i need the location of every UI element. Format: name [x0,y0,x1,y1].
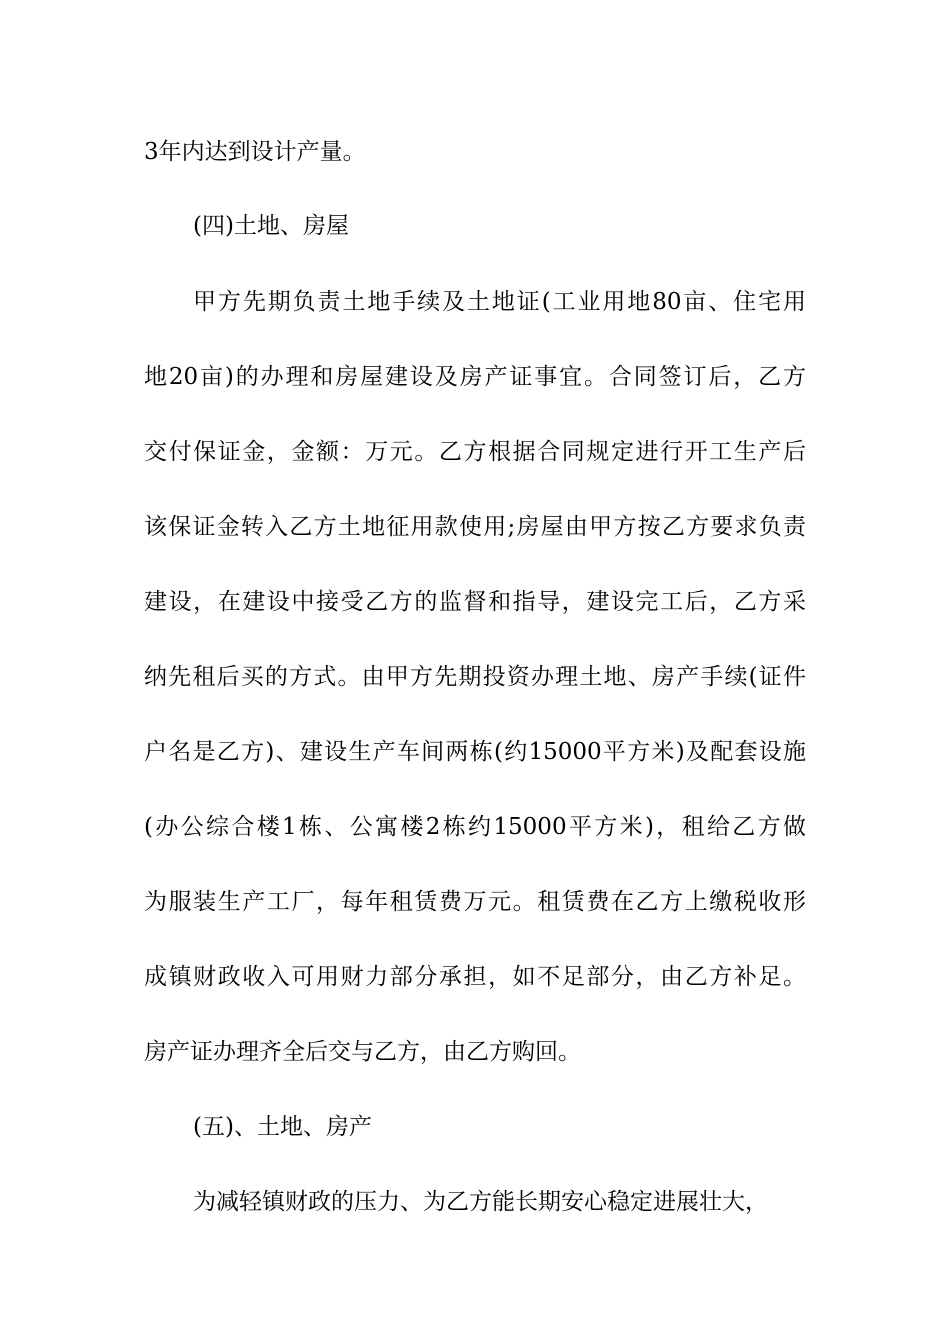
paragraph-line-6: 纳先租后买的方式。由甲方先期投资办理土地、房产手续(证件 [144,664,806,690]
paragraph-line-1: 甲方先期负责土地手续及土地证(工业用地80亩、住宅用 [193,289,806,315]
paragraph-line-3: 交付保证金，金额：万元。乙方根据合同规定进行开工生产后 [144,439,806,465]
paragraph-line-4: 该保证金转入乙方土地征用款使用;房屋由甲方按乙方要求负责 [144,514,806,540]
paragraph-line-5: 建设，在建设中接受乙方的监督和指导，建设完工后，乙方采 [144,589,806,615]
paragraph-line-12: 为减轻镇财政的压力、为乙方能长期安心稳定进展壮大， [193,1189,768,1215]
text-line-1: 3年内达到设计产量。 [144,139,366,165]
paragraph-line-2: 地20亩)的办理和房屋建设及房产证事宜。合同签订后，乙方 [144,364,806,390]
paragraph-line-9: 为服装生产工厂，每年租赁费万元。租赁费在乙方上缴税收形 [144,889,806,915]
section-heading-5: (五)、土地、房产 [193,1114,372,1140]
paragraph-line-7: 户名是乙方)、建设生产车间两栋(约15000平方米)及配套设施 [144,739,806,765]
paragraph-line-10: 成镇财政收入可用财力部分承担，如不足部分，由乙方补足。 [144,964,806,990]
paragraph-line-8: (办公综合楼1栋、公寓楼2栋约15000平方米)，租给乙方做 [144,814,806,840]
section-heading-4: (四)土地、房屋 [193,213,349,239]
paragraph-line-11: 房产证办理齐全后交与乙方，由乙方购回。 [144,1039,581,1065]
